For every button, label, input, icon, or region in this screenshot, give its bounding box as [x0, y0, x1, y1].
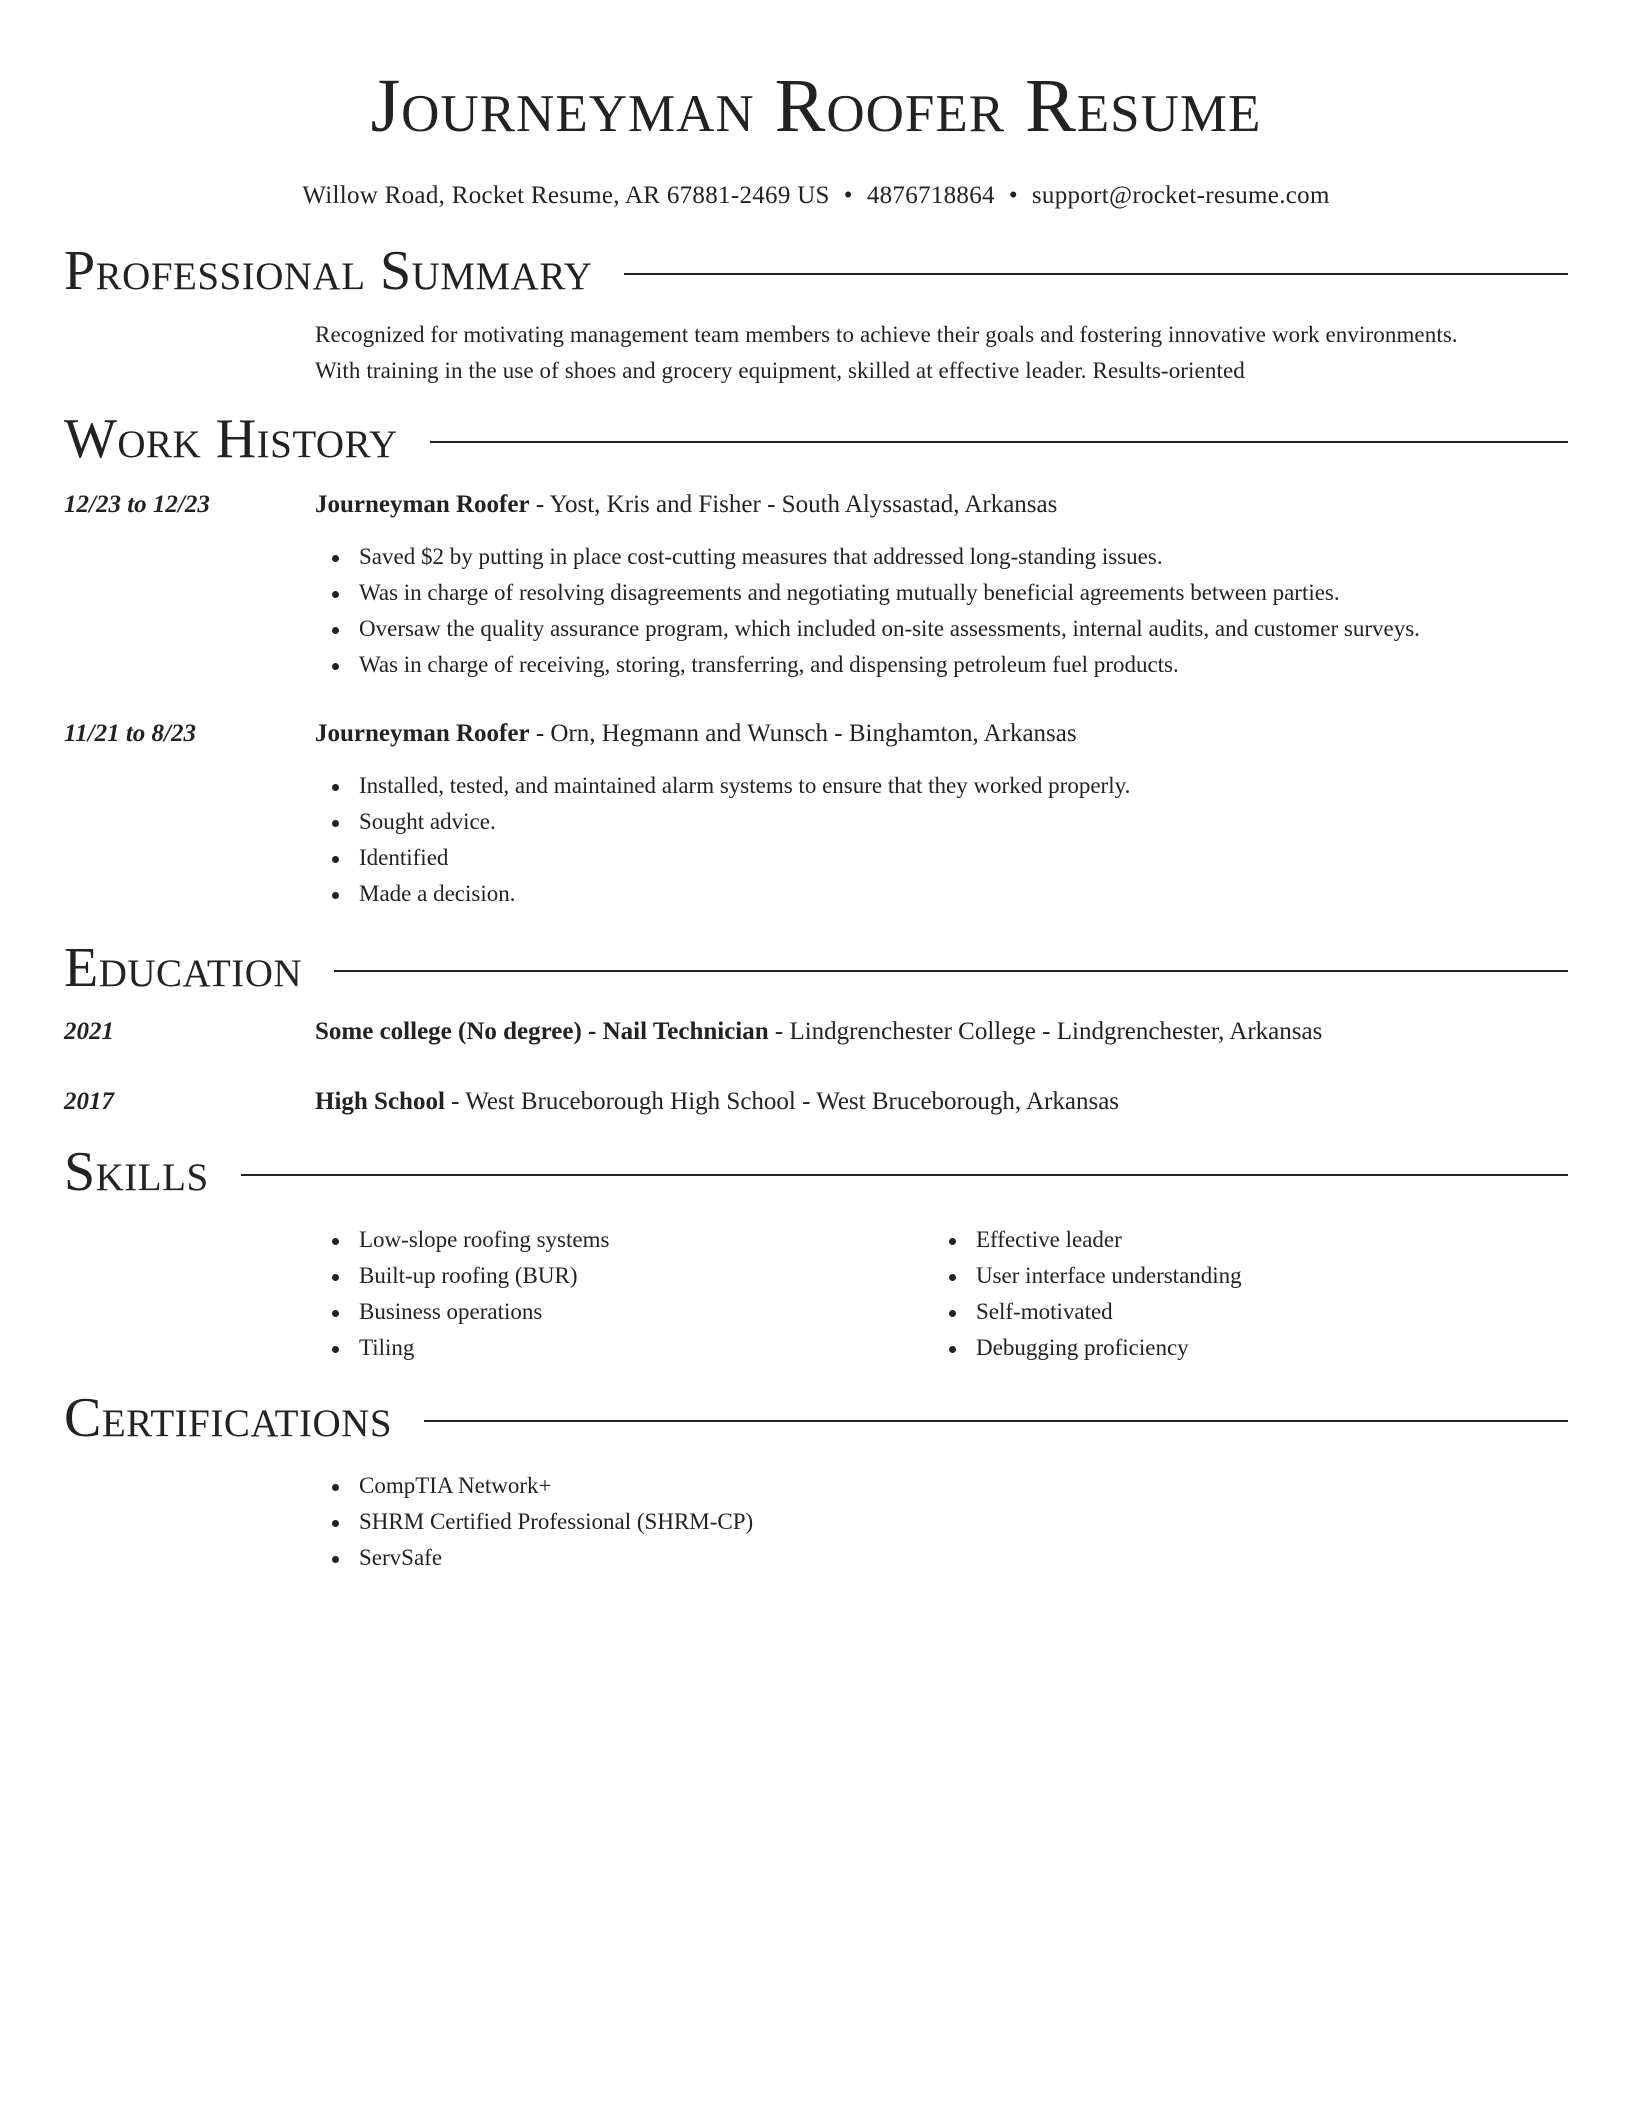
skills-column-right — [932, 1222, 1549, 1366]
list-item: SHRM Certified Professional (SHRM-CP) — [315, 1504, 1568, 1540]
section-summary-header — [64, 239, 1568, 303]
section-skills-header — [64, 1140, 1568, 1204]
education-degree: Some college (No degree) - Nail Technician — [315, 1018, 769, 1045]
list-item: ServSafe — [315, 1540, 1568, 1576]
education-entry — [64, 1084, 1568, 1120]
work-heading — [315, 487, 1057, 523]
list-item: Built-up roofing (BUR) — [315, 1258, 932, 1294]
certifications-list — [315, 1468, 1568, 1576]
list-item: CompTIA Network+ — [315, 1468, 1568, 1504]
work-entry-header — [64, 716, 1568, 752]
resume-page — [64, 0, 1568, 1576]
list-item: Tiling — [315, 1330, 932, 1366]
professional-summary — [315, 317, 1568, 389]
contact-phone: 4876718864 — [866, 182, 995, 209]
summary-line: With training in the use of shoes and grocery equipment, skilled at effective leader. Results-oriented — [315, 358, 1245, 383]
resume-title: Journeyman Roofer Resume — [370, 64, 1262, 148]
work-entry — [64, 487, 1568, 683]
job-title: Journeyman Roofer — [315, 491, 530, 518]
education-details: - West Bruceborough High School - West Bruceborough, Arkansas — [444, 1088, 1120, 1115]
list-item: Was in charge of resolving disagreements and negotiating mutually beneficial agreements between parties. — [315, 575, 1568, 611]
work-bullets — [315, 768, 1568, 912]
job-details: - Orn, Hegmann and Wunsch - Binghamton, Arkansas — [529, 720, 1077, 747]
summary-line: Recognized for motivating management team members to achieve their goals and fostering innovative work environments. — [315, 322, 1458, 347]
section-divider — [424, 1420, 1568, 1422]
list-item: Debugging proficiency — [932, 1330, 1549, 1366]
job-details: - Yost, Kris and Fisher - South Alyssastad, Arkansas — [529, 491, 1058, 518]
list-item: Was in charge of receiving, storing, transferring, and dispensing petroleum fuel products. — [315, 647, 1568, 683]
section-title: Certifications — [64, 1387, 393, 1449]
section-title: Work History — [64, 408, 398, 470]
section-certifications-header — [64, 1386, 1568, 1450]
section-title: Skills — [64, 1141, 209, 1203]
section-divider — [624, 273, 1568, 275]
education-heading — [315, 1084, 1119, 1120]
section-divider — [430, 441, 1568, 443]
education-heading — [315, 1014, 1322, 1050]
list-item: Low-slope roofing systems — [315, 1222, 932, 1258]
work-entry-header — [64, 487, 1568, 523]
work-entry — [64, 716, 1568, 912]
job-title: Journeyman Roofer — [315, 720, 530, 747]
list-item: Saved $2 by putting in place cost-cutting measures that addressed long-standing issues. — [315, 539, 1568, 575]
education-year: 2021 — [64, 1018, 114, 1045]
education-entry — [64, 1014, 1568, 1050]
section-divider — [241, 1174, 1568, 1176]
list-item: Effective leader — [932, 1222, 1549, 1258]
skills-list — [315, 1222, 1568, 1366]
contact-address: Willow Road, Rocket Resume, AR 67881-2469 US — [302, 182, 830, 209]
contact-line — [64, 182, 1568, 210]
contact-separator: • — [843, 182, 853, 209]
section-title: Education — [64, 937, 303, 999]
skills-column-left — [315, 1222, 932, 1366]
list-item: Made a decision. — [315, 876, 1568, 912]
education-year: 2017 — [64, 1088, 114, 1115]
education-degree: High School — [315, 1088, 445, 1115]
list-item: Business operations — [315, 1294, 932, 1330]
work-dates: 11/21 to 8/23 — [64, 720, 196, 747]
section-divider — [334, 970, 1568, 972]
work-dates: 12/23 to 12/23 — [64, 491, 210, 518]
education-details: - Lindgrenchester College - Lindgrenchester, Arkansas — [768, 1018, 1323, 1045]
list-item: Self-motivated — [932, 1294, 1549, 1330]
list-item: Identified — [315, 840, 1568, 876]
work-heading — [315, 716, 1077, 752]
section-education-header — [64, 936, 1568, 1000]
section-title: Professional Summary — [64, 240, 593, 302]
contact-email: support@rocket-resume.com — [1031, 182, 1330, 209]
list-item: Oversaw the quality assurance program, which included on-site assessments, internal audits, and customer surveys. — [315, 611, 1568, 647]
contact-separator: • — [1008, 182, 1018, 209]
section-work-header — [64, 407, 1568, 471]
work-bullets — [315, 539, 1568, 683]
list-item: Sought advice. — [315, 804, 1568, 840]
list-item: User interface understanding — [932, 1258, 1549, 1294]
list-item: Installed, tested, and maintained alarm systems to ensure that they worked properly. — [315, 768, 1568, 804]
